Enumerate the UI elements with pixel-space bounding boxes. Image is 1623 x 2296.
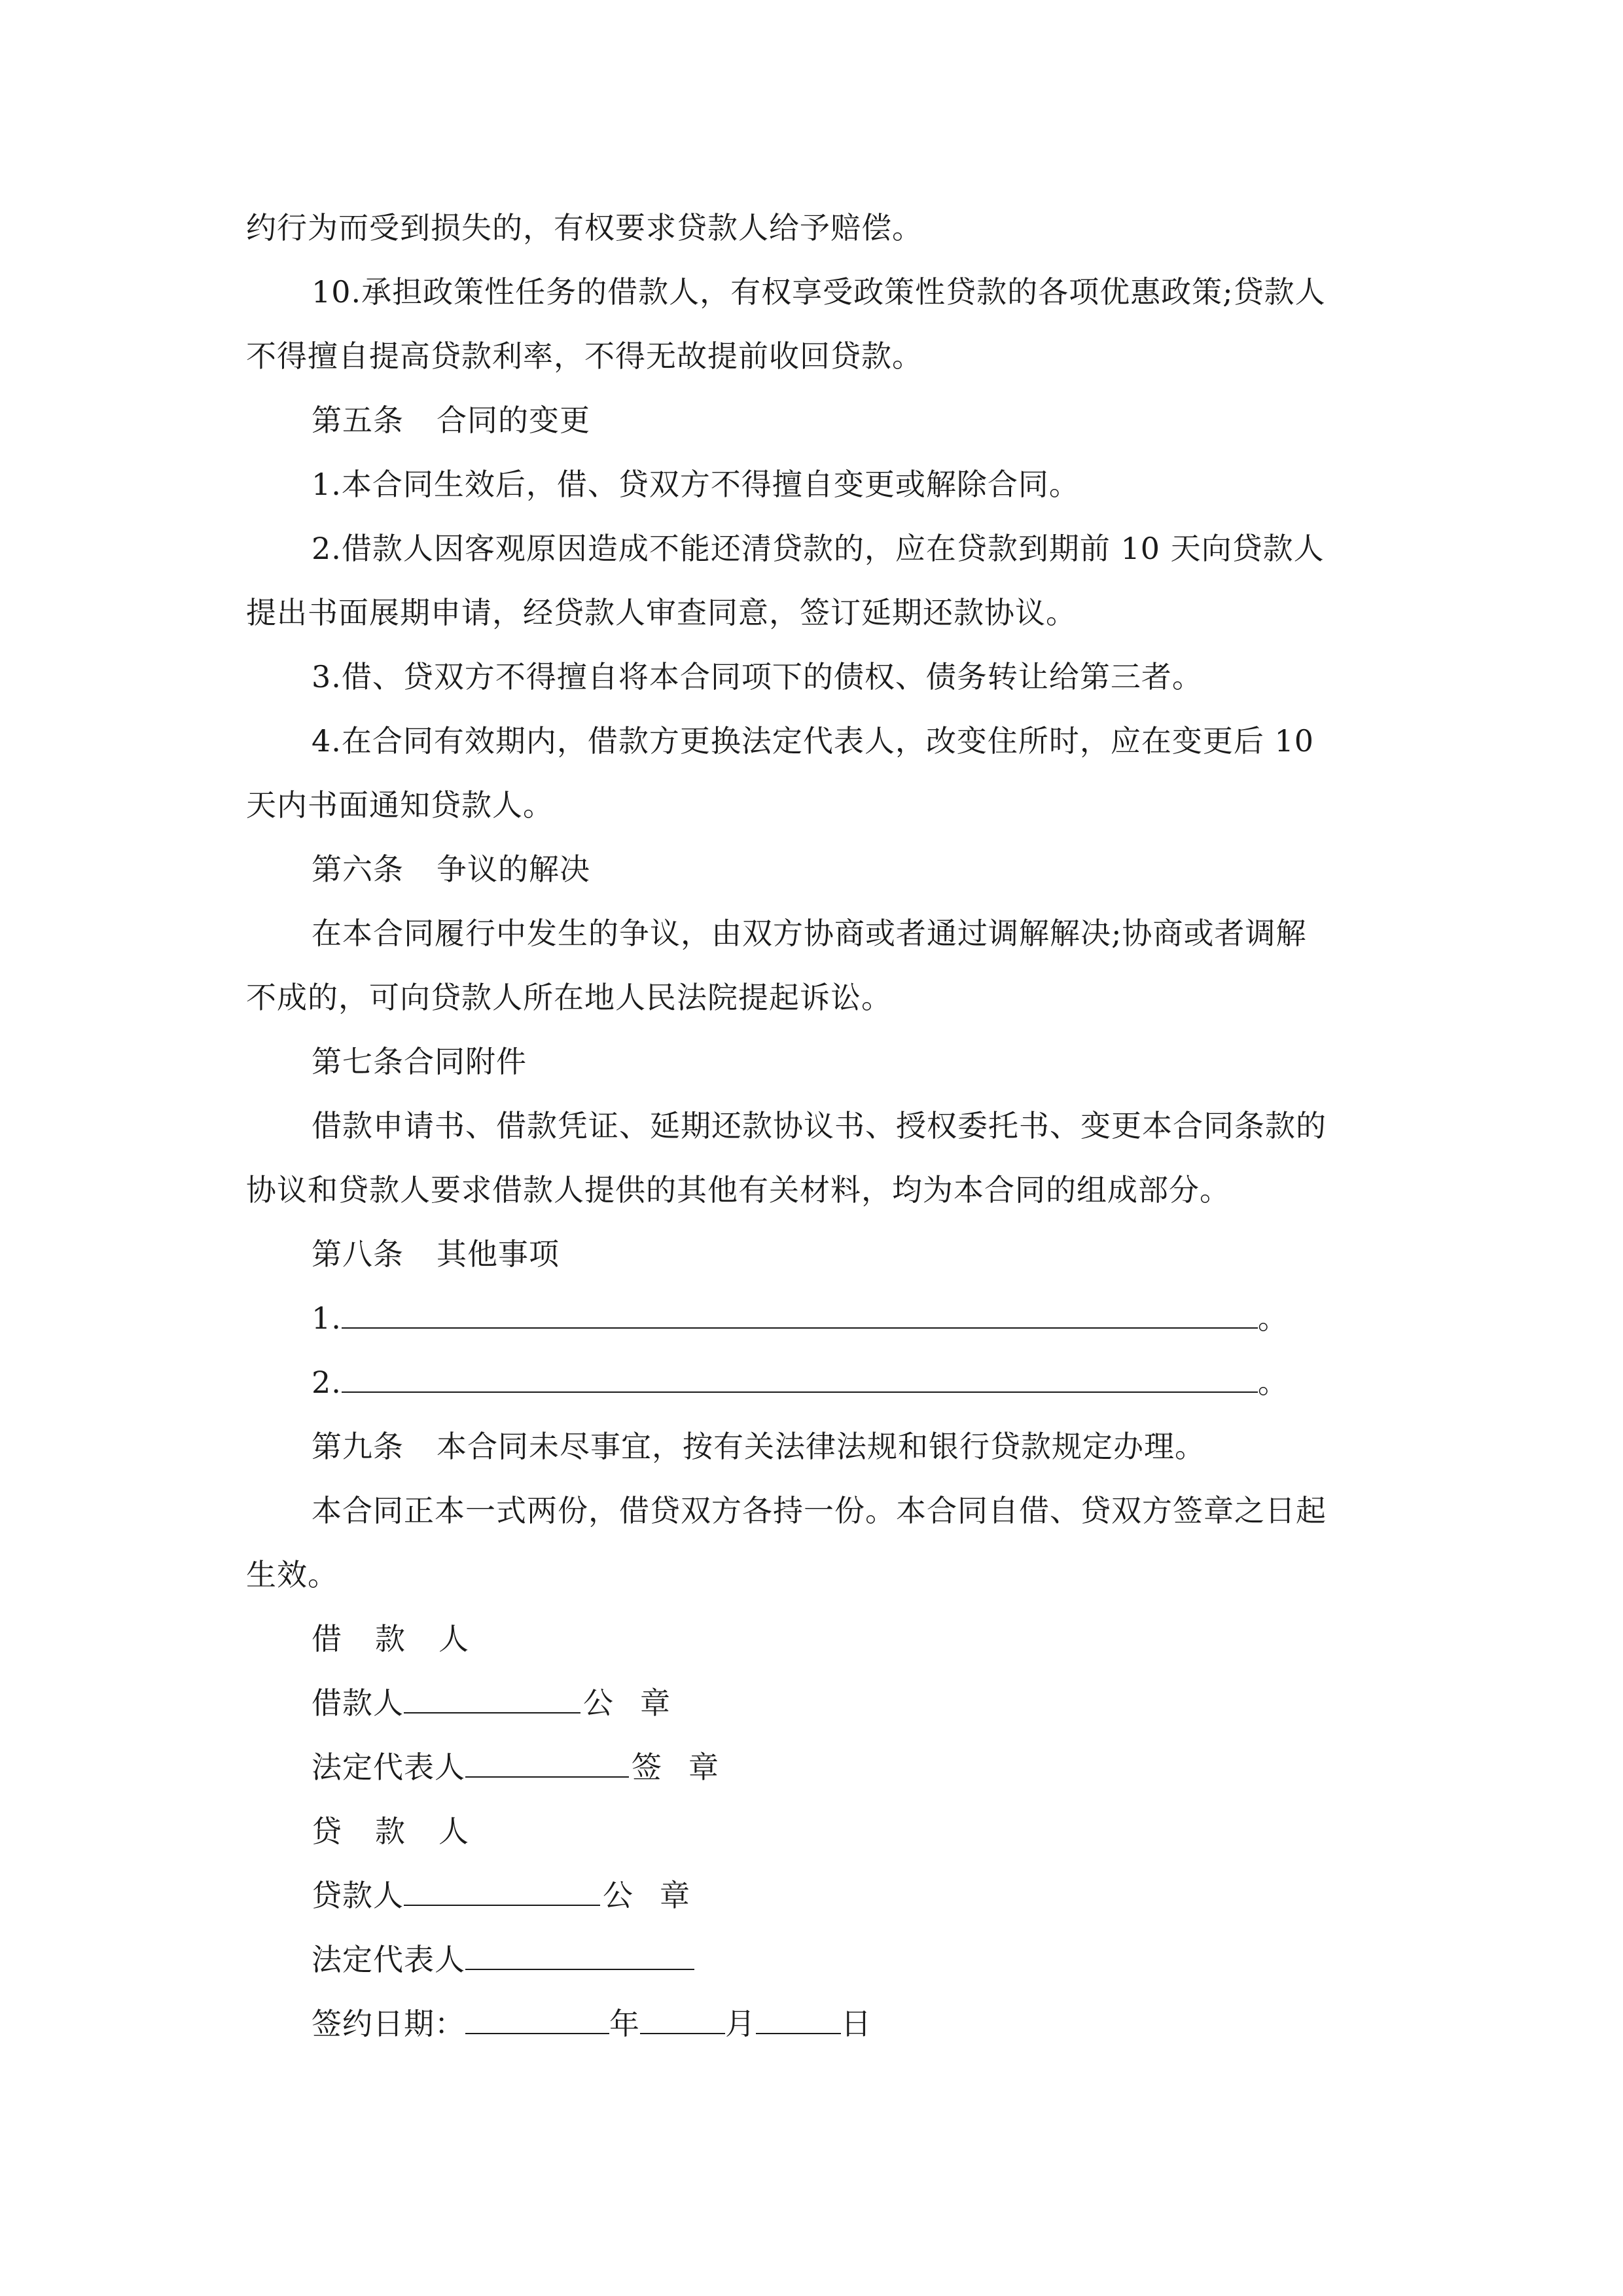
fill-in-line [312,1299,1289,1338]
paragraph-line: 4.在合同有效期内，借款方更换法定代表人，改变住所时，应在变更后 10 [312,723,1315,759]
heading-char: 人 [438,1814,469,1849]
article-title: 争议的解决 [437,852,590,887]
day-label: 日 [841,2006,872,2041]
lender-rep-label: 法定代表人 [312,1942,465,1977]
borrower-rep-line [312,1748,719,1787]
borrower-seal-line [312,1683,671,1723]
seal-char: 公 [583,1685,614,1721]
paragraph-line: 本合同正本一式两份，借贷双方各持一份。本合同自借、贷双方签章之日起 [312,1493,1327,1528]
lender-heading [312,1812,469,1851]
seal-char: 章 [640,1685,671,1721]
article-text: 本合同未尽事宜，按有关法律法规和银行贷款规定办理。 [437,1429,1205,1464]
paragraph-line: 天内书面通知贷款人。 [246,787,554,823]
section-heading [312,401,590,440]
article-title: 其他事项 [437,1236,560,1272]
period: 。 [1257,1300,1289,1336]
article-number: 第八条 [312,1236,404,1272]
paragraph-line: 借款申请书、借款凭证、延期还款协议书、授权委托书、变更本合同条款的 [312,1108,1327,1143]
borrower-rep-blank[interactable] [465,1748,629,1778]
seal-char: 章 [688,1749,719,1785]
paragraph-line: 不得擅自提高贷款利率，不得无故提前收回贷款。 [246,338,923,374]
day-blank[interactable] [756,2004,841,2034]
month-label: 月 [725,2006,756,2041]
section-heading [312,1427,1205,1466]
heading-char: 借 [312,1621,342,1657]
item-number: 1. [312,1300,342,1336]
borrower-rep-label: 法定代表人 [312,1749,465,1785]
paragraph-line: 提出书面展期申请，经贷款人审查同意，签订延期还款协议。 [246,595,1077,630]
paragraph-line: 3.借、贷双方不得擅自将本合同项下的债权、债务转让给第三者。 [312,659,1203,694]
month-blank[interactable] [640,2004,725,2034]
article-title: 合同的变更 [437,403,590,438]
paragraph-line: 10.承担政策性任务的借款人，有权享受政策性贷款的各项优惠政策;贷款人 [312,274,1326,310]
signing-date-line [312,2004,872,2043]
paragraph-line: 2.借款人因客观原因造成不能还清贷款的，应在贷款到期前 10 天向贷款人 [312,531,1325,566]
fill-in-line [312,1363,1289,1402]
heading-char: 款 [375,1814,406,1849]
date-label: 签约日期： [312,2006,465,2041]
seal-char: 签 [632,1749,662,1785]
seal-char: 公 [603,1878,633,1913]
paragraph-line: 约行为而受到损失的，有权要求贷款人给予赔偿。 [246,210,923,245]
paragraph-line: 1.本合同生效后，借、贷双方不得擅自变更或解除合同。 [312,467,1080,502]
article-number: 第九条 [312,1429,404,1464]
lender-rep-blank[interactable] [465,1940,694,1970]
year-label: 年 [609,2006,640,2041]
paragraph-line: 在本合同履行中发生的争议，由双方协商或者通过调解解决;协商或者调解 [312,916,1307,951]
article-number: 第五条 [312,403,404,438]
lender-seal-line [312,1876,690,1915]
section-heading [312,850,590,889]
heading-char: 款 [375,1621,406,1657]
article-number: 第六条 [312,852,404,887]
period: 。 [1257,1365,1289,1400]
seal-char: 章 [660,1878,690,1913]
paragraph-line: 生效。 [246,1557,338,1592]
paragraph-line: 协议和贷款人要求借款人提供的其他有关材料，均为本合同的组成部分。 [246,1172,1230,1208]
section-heading [312,1234,560,1274]
lender-rep-line [312,1940,694,1979]
paragraph-line: 不成的，可向贷款人所在地人民法院提起诉讼。 [246,980,892,1015]
blank-field[interactable] [342,1363,1258,1393]
borrower-heading [312,1619,469,1659]
borrower-label: 借款人 [312,1685,404,1721]
blank-field[interactable] [342,1299,1258,1329]
heading-char: 人 [438,1621,469,1657]
borrower-blank[interactable] [404,1683,580,1713]
lender-blank[interactable] [404,1876,600,1906]
year-blank[interactable] [465,2004,609,2034]
lender-label: 贷款人 [312,1878,404,1913]
section-heading: 第七条合同附件 [312,1044,527,1079]
heading-char: 贷 [312,1814,342,1849]
item-number: 2. [312,1365,342,1400]
